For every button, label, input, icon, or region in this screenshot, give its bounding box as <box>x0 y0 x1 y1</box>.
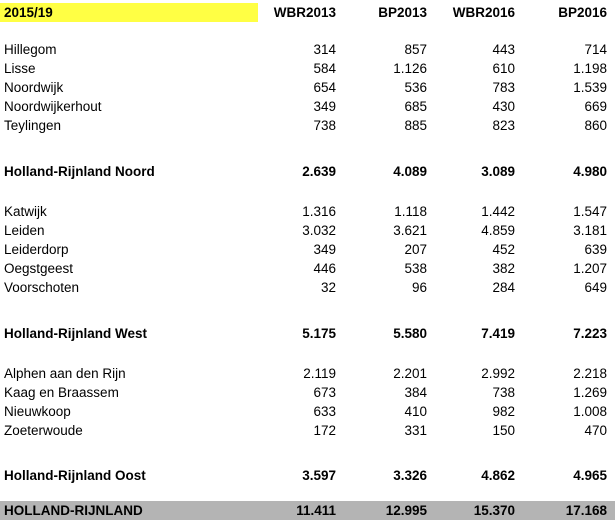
subtotal-row <box>0 466 615 485</box>
value-bp2013: 2.201 <box>393 366 427 381</box>
value-bp2013: 384 <box>404 385 427 400</box>
municipality-name: Nieuwkoop <box>4 404 71 419</box>
column-header-wbr2013: WBR2013 <box>273 5 336 20</box>
value-bp2013: 1.126 <box>393 61 427 76</box>
value-bp2013: 885 <box>404 118 427 133</box>
header-year-cell <box>0 3 258 22</box>
value-wbr2016: 982 <box>492 404 515 419</box>
value-wbr2016: 150 <box>492 423 515 438</box>
value-wbr2013: 349 <box>313 99 336 114</box>
value-wbr2016: 4.859 <box>481 223 515 238</box>
region-name: Holland-Rijnland West <box>4 326 148 341</box>
value-bp2013: 3.326 <box>393 468 427 483</box>
column-header-bp2013: BP2013 <box>378 5 427 20</box>
value-bp2013: 5.580 <box>393 326 427 341</box>
municipality-name: Lisse <box>4 61 36 76</box>
value-bp2016: 470 <box>584 423 607 438</box>
value-bp2013: 96 <box>411 280 427 295</box>
municipality-name: Kaag en Braassem <box>4 385 119 400</box>
table-row <box>0 202 615 221</box>
value-bp2016: 639 <box>584 242 607 257</box>
value-wbr2013: 3.597 <box>302 468 336 483</box>
region-name: Holland-Rijnland Oost <box>4 468 146 483</box>
municipality-name: Noordwijk <box>4 80 64 95</box>
value-bp2016: 1.207 <box>573 261 607 276</box>
value-wbr2016: 7.419 <box>481 326 515 341</box>
value-bp2013: 12.995 <box>385 503 427 518</box>
total-row <box>0 501 615 520</box>
table-row <box>0 402 615 421</box>
value-wbr2016: 738 <box>492 385 515 400</box>
value-wbr2013: 11.411 <box>296 503 336 518</box>
value-wbr2013: 738 <box>313 118 336 133</box>
value-bp2013: 1.118 <box>394 204 427 219</box>
value-wbr2013: 584 <box>313 61 336 76</box>
value-wbr2016: 452 <box>492 242 515 257</box>
value-wbr2013: 172 <box>313 423 336 438</box>
municipality-name: Katwijk <box>4 204 47 219</box>
table-row <box>0 240 615 259</box>
value-wbr2016: 430 <box>492 99 515 114</box>
value-bp2013: 538 <box>404 261 427 276</box>
value-bp2013: 331 <box>404 423 427 438</box>
value-bp2016: 1.269 <box>573 385 607 400</box>
value-wbr2013: 1.316 <box>302 204 336 219</box>
municipality-name: Zoeterwoude <box>4 423 83 438</box>
value-bp2016: 1.547 <box>573 204 607 219</box>
municipality-name: Alphen aan den Rijn <box>4 366 126 381</box>
value-bp2016: 649 <box>584 280 607 295</box>
table-row <box>0 221 615 240</box>
value-wbr2013: 2.639 <box>302 164 336 179</box>
table-row <box>0 259 615 278</box>
value-bp2016: 2.218 <box>573 366 607 381</box>
municipality-name: Noordwijkerhout <box>4 99 102 114</box>
value-wbr2016: 382 <box>492 261 515 276</box>
value-wbr2016: 3.089 <box>481 164 515 179</box>
value-wbr2013: 673 <box>313 385 336 400</box>
value-bp2013: 536 <box>404 80 427 95</box>
value-bp2016: 4.965 <box>573 468 607 483</box>
value-bp2016: 714 <box>584 42 607 57</box>
total-name: HOLLAND-RIJNLAND <box>4 503 143 518</box>
value-bp2013: 410 <box>404 404 427 419</box>
value-wbr2016: 783 <box>492 80 515 95</box>
value-wbr2016: 284 <box>492 280 515 295</box>
value-wbr2016: 2.992 <box>481 366 515 381</box>
header-row <box>0 3 615 22</box>
value-wbr2016: 4.862 <box>481 468 515 483</box>
table-row <box>0 421 615 440</box>
table-row <box>0 59 615 78</box>
table-row <box>0 383 615 402</box>
value-bp2016: 1.198 <box>573 61 607 76</box>
subtotal-row <box>0 324 615 343</box>
value-wbr2013: 314 <box>313 42 336 57</box>
table-row <box>0 364 615 383</box>
municipality-name: Leiden <box>4 223 45 238</box>
value-wbr2013: 5.175 <box>302 326 336 341</box>
table-row <box>0 78 615 97</box>
value-bp2013: 4.089 <box>393 164 427 179</box>
value-wbr2013: 446 <box>313 261 336 276</box>
value-wbr2013: 2.119 <box>303 366 336 381</box>
municipality-name: Oegstgeest <box>4 261 74 276</box>
value-wbr2013: 633 <box>313 404 336 419</box>
value-wbr2016: 610 <box>492 61 515 76</box>
value-wbr2016: 1.442 <box>481 204 515 219</box>
municipality-name: Teylingen <box>4 118 62 133</box>
value-wbr2013: 349 <box>313 242 336 257</box>
column-header-bp2016: BP2016 <box>558 5 607 20</box>
value-wbr2016: 443 <box>492 42 515 57</box>
value-bp2016: 17.168 <box>565 503 607 518</box>
municipality-name: Hillegom <box>4 42 57 57</box>
municipality-name: Leiderdorp <box>4 242 69 257</box>
table-row <box>0 116 615 135</box>
value-bp2013: 207 <box>404 242 427 257</box>
value-bp2016: 860 <box>584 118 607 133</box>
value-wbr2016: 15.370 <box>473 503 515 518</box>
value-bp2016: 3.181 <box>573 223 607 238</box>
table-row <box>0 40 615 59</box>
subtotal-row <box>0 162 615 181</box>
value-bp2016: 4.980 <box>573 164 607 179</box>
header-year-label: 2015/19 <box>4 5 53 20</box>
value-bp2016: 1.539 <box>573 80 607 95</box>
value-wbr2013: 3.032 <box>302 223 336 238</box>
value-bp2013: 3.621 <box>393 223 427 238</box>
value-bp2013: 685 <box>404 99 427 114</box>
municipality-name: Voorschoten <box>4 280 80 295</box>
value-wbr2016: 823 <box>492 118 515 133</box>
table-row <box>0 97 615 116</box>
column-header-wbr2016: WBR2016 <box>452 5 515 20</box>
table-row <box>0 278 615 297</box>
value-bp2016: 669 <box>584 99 607 114</box>
value-bp2016: 7.223 <box>573 326 607 341</box>
region-name: Holland-Rijnland Noord <box>4 164 155 179</box>
value-wbr2013: 654 <box>313 80 336 95</box>
value-wbr2013: 32 <box>320 280 336 295</box>
value-bp2016: 1.008 <box>573 404 607 419</box>
value-bp2013: 857 <box>404 42 427 57</box>
